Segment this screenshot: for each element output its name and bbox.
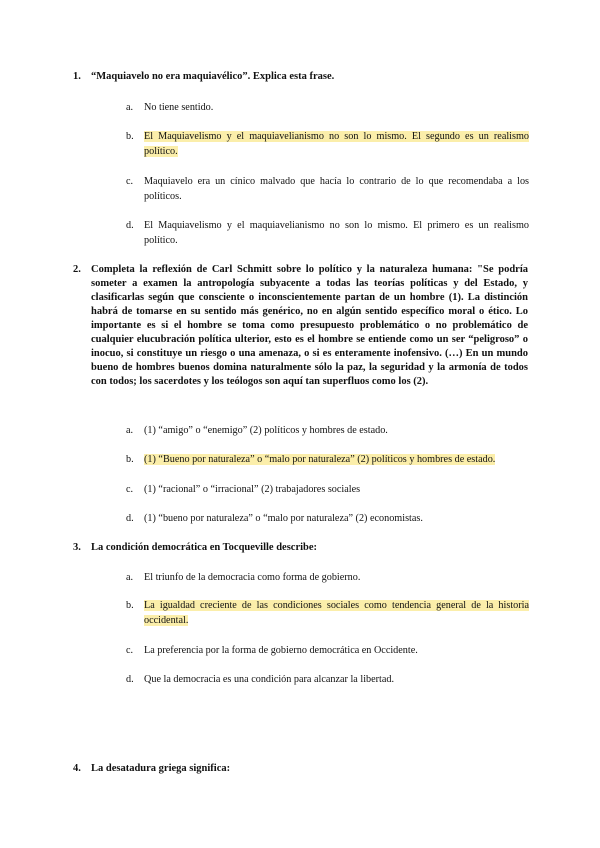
option-letter: b. xyxy=(126,131,134,142)
option-text: El Maquiavelismo y el maquiavelianismo no son lo mismo. El primero es un realismo político. xyxy=(144,220,529,246)
question-1-option-d xyxy=(126,219,529,248)
question-3-option-c xyxy=(126,644,529,659)
question-2-text: Completa la reflexión de Carl Schmitt sobre lo político y la naturaleza humana: "Se podría someter a examen la antropología subyacente a todas las teorías políticas y del Estado, y clasificarlas según que consciente o inconscientemente partan de un hombre (1). La distinción habrá de tomarse en su sentido más genérico, no en algún sentido específico moral o ético. Lo importante es si el hombre se toma como presupuesto problemático o no problemático de cualquier elucubración política ulterior, esto es el hombre se entiende como un ser “peligroso” o inocuo, si constituye un riesgo o una amenaza, o si es enteramente inofensivo. (…) En un mundo bueno de hombres buenos domina naturalmente sólo la paz, la seguridad y la armonía de todos con todos; los sacerdotes y los teólogos son aquí tan superfluos como los (2). xyxy=(91,264,528,387)
option-text-highlighted: El Maquiavelismo y el maquiavelianismo no son lo mismo. El segundo es un realismo político. xyxy=(144,131,529,157)
question-2-number: 2. xyxy=(73,264,81,275)
question-3-option-d xyxy=(126,673,529,688)
question-1-option-a xyxy=(126,101,529,116)
question-2-option-a xyxy=(126,424,529,439)
option-letter: c. xyxy=(126,645,134,656)
question-1-option-c xyxy=(126,175,529,204)
option-letter: a. xyxy=(126,572,134,583)
question-4-text: La desatadura griega significa: xyxy=(91,763,231,774)
question-3-title xyxy=(73,541,528,555)
question-2-option-b xyxy=(126,453,529,468)
option-letter: a. xyxy=(126,102,134,113)
question-3-text: La condición democrática en Tocqueville describe: xyxy=(91,542,318,553)
option-letter: d. xyxy=(126,674,134,685)
question-3-option-a xyxy=(126,571,529,586)
question-1-number: 1. xyxy=(73,71,81,82)
question-2-option-c xyxy=(126,483,529,498)
option-letter: d. xyxy=(126,220,134,231)
option-letter: c. xyxy=(126,484,134,495)
question-1-option-b xyxy=(126,130,529,159)
question-2-option-d xyxy=(126,512,529,527)
option-text: (1) “racional” o “irracional” (2) trabajadores sociales xyxy=(144,484,361,495)
option-letter: c. xyxy=(126,176,134,187)
option-text: No tiene sentido. xyxy=(144,102,214,113)
question-2-title xyxy=(73,263,528,389)
question-1-text: “Maquiavelo no era maquiavélico”. Explica esta frase. xyxy=(91,71,335,82)
option-text: Maquiavelo era un cínico malvado que hacía lo contrario de lo que recomendaba a los políticos. xyxy=(144,176,529,202)
option-text-highlighted: La igualdad creciente de las condiciones sociales como tendencia general de la historia occidental. xyxy=(144,600,529,626)
option-text-highlighted: (1) “Bueno por naturaleza” o “malo por naturaleza” (2) políticos y hombres de estado. xyxy=(144,454,496,465)
question-3-option-b xyxy=(126,599,529,628)
option-text: (1) “bueno por naturaleza” o “malo por naturaleza” (2) economistas. xyxy=(144,513,423,524)
option-text: El triunfo de la democracia como forma de gobierno. xyxy=(144,572,361,583)
option-letter: d. xyxy=(126,513,134,524)
question-3-number: 3. xyxy=(73,542,81,553)
option-text: Que la democracia es una condición para alcanzar la libertad. xyxy=(144,674,395,685)
option-letter: b. xyxy=(126,600,134,611)
option-letter: a. xyxy=(126,425,134,436)
question-4-number: 4. xyxy=(73,763,81,774)
question-4-title xyxy=(73,762,528,776)
option-text: (1) “amigo” o “enemigo” (2) políticos y hombres de estado. xyxy=(144,425,388,436)
option-text: La preferencia por la forma de gobierno democrática en Occidente. xyxy=(144,645,418,656)
question-1-title xyxy=(73,70,528,84)
option-letter: b. xyxy=(126,454,134,465)
